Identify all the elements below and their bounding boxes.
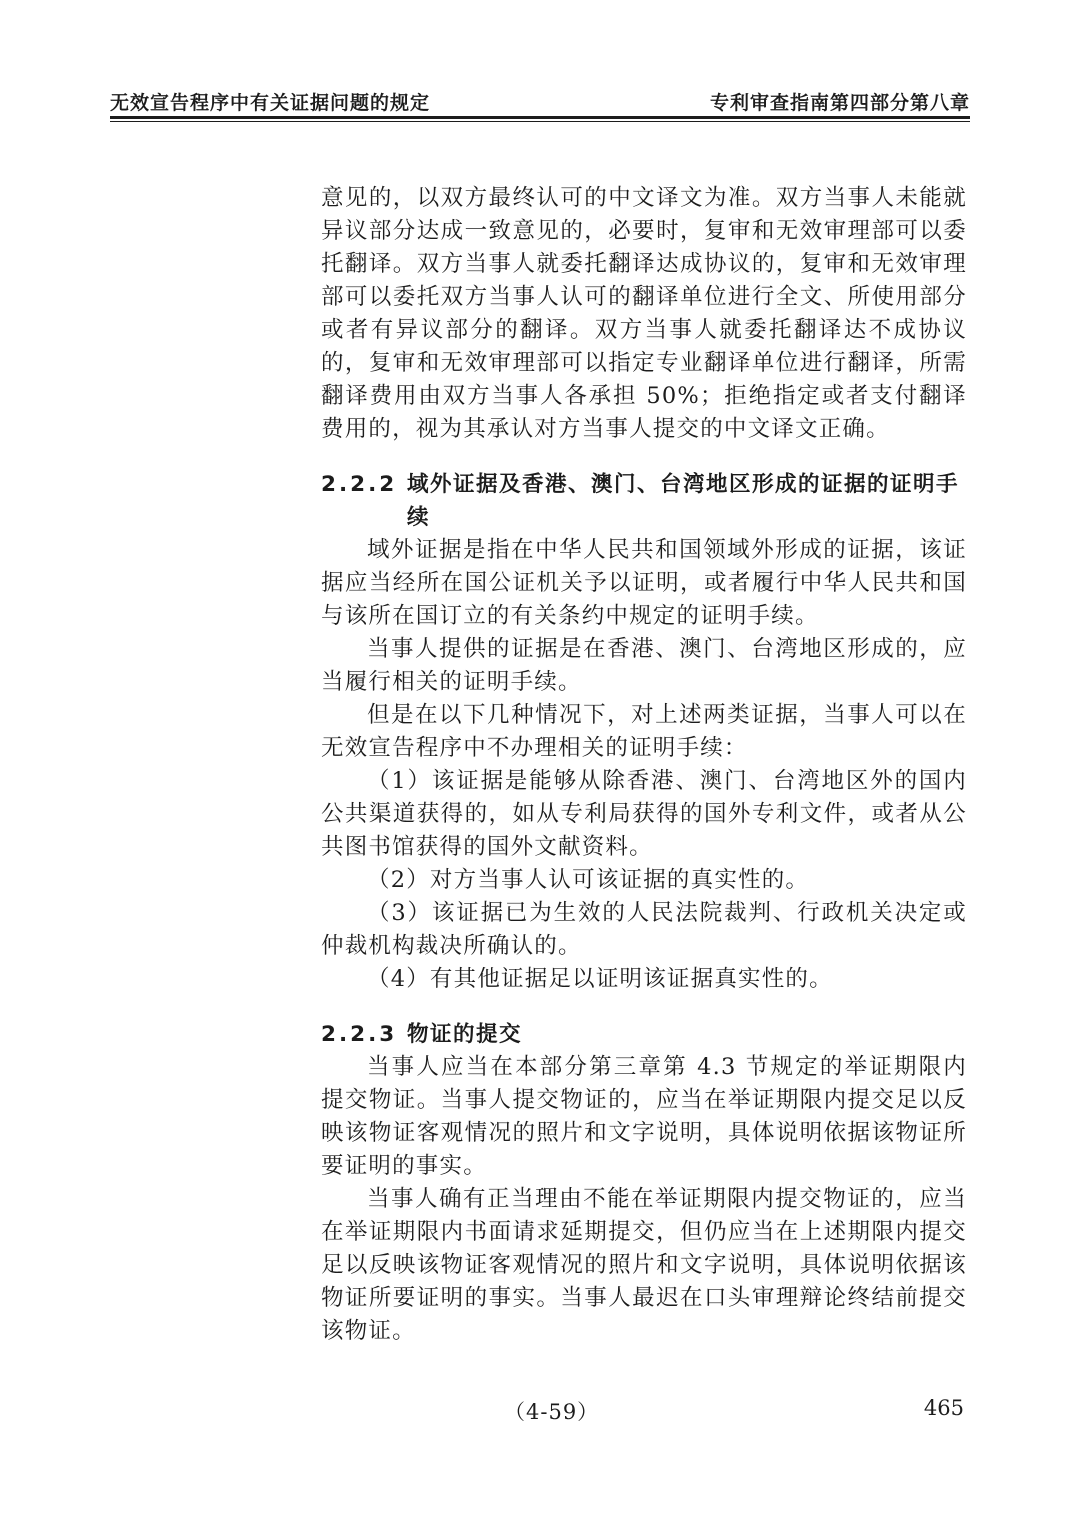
section-heading-2-2-3 xyxy=(321,1018,967,1051)
section-title: 域外证据及香港、澳门、台湾地区形成的证据的证明手续 xyxy=(407,472,960,530)
paragraph: 当事人提供的证据是在香港、澳门、台湾地区形成的，应当履行相关的证明手续。 xyxy=(321,636,967,695)
section-heading-2-2-2 xyxy=(321,468,967,534)
running-header-right: 专利审查指南第四部分第八章 xyxy=(709,92,970,114)
list-item: （4）有其他证据足以证明该证据真实性的。 xyxy=(367,966,833,992)
paragraph: 当事人确有正当理由不能在举证期限内提交物证的，应当在举证期限内书面请求延期提交，但仍应当在上述期限内提交足以反映该物证客观情况的照片和文字说明，具体说明依据该物证所要证明的事实。当事人最迟在口头审理辩论终结前提交该物证。 xyxy=(321,1186,967,1344)
page-number: 465 xyxy=(923,1396,964,1420)
section-title: 物证的提交 xyxy=(407,1022,523,1047)
running-header-left: 无效宣告程序中有关证据问题的规定 xyxy=(110,92,431,114)
paragraph: 域外证据是指在中华人民共和国领域外形成的证据，该证据应当经所在国公证机关予以证明，或者履行中华人民共和国与该所在国订立的有关条约中规定的证明手续。 xyxy=(321,537,967,629)
list-item: （1）该证据是能够从除香港、澳门、台湾地区外的国内公共渠道获得的，如从专利局获得的国外专利文件，或者从公共图书馆获得的国外文献资料。 xyxy=(321,768,967,860)
footer-section-label: （4-59） xyxy=(504,1400,600,1424)
list-item: （3）该证据已为生效的人民法院裁判、行政机关决定或仲裁机构裁决所确认的。 xyxy=(321,900,967,959)
page-body xyxy=(321,182,967,1348)
header-rule xyxy=(110,116,970,119)
header-rule-thin xyxy=(110,121,970,122)
section-number: 2.2.3 xyxy=(321,1022,398,1047)
paragraph: 当事人应当在本部分第三章第 4.3 节规定的举证期限内提交物证。当事人提交物证的，应当在举证期限内提交足以反映该物证客观情况的照片和文字说明，具体说明依据该物证所要证明的事实。 xyxy=(321,1054,967,1179)
section-number: 2.2.2 xyxy=(321,472,398,497)
list-item: （2）对方当事人认可该证据的真实性的。 xyxy=(367,867,810,893)
paragraph: 但是在以下几种情况下，对上述两类证据，当事人可以在无效宣告程序中不办理相关的证明手续： xyxy=(321,702,967,761)
intro-paragraph: 意见的，以双方最终认可的中文译文为准。双方当事人未能就异议部分达成一致意见的，必要时，复审和无效审理部可以委托翻译。双方当事人就委托翻译达成协议的，复审和无效审理部可以委托双方当事人认可的翻译单位进行全文、所使用部分或者有异议部分的翻译。双方当事人就委托翻译达不成协议的，复审和无效审理部可以指定专业翻译单位进行翻译，所需翻译费用由双方当事人各承担 50%；拒绝指定或者支付翻译费用的，视为其承认对方当事人提交的中文译文正确。 xyxy=(321,185,967,442)
